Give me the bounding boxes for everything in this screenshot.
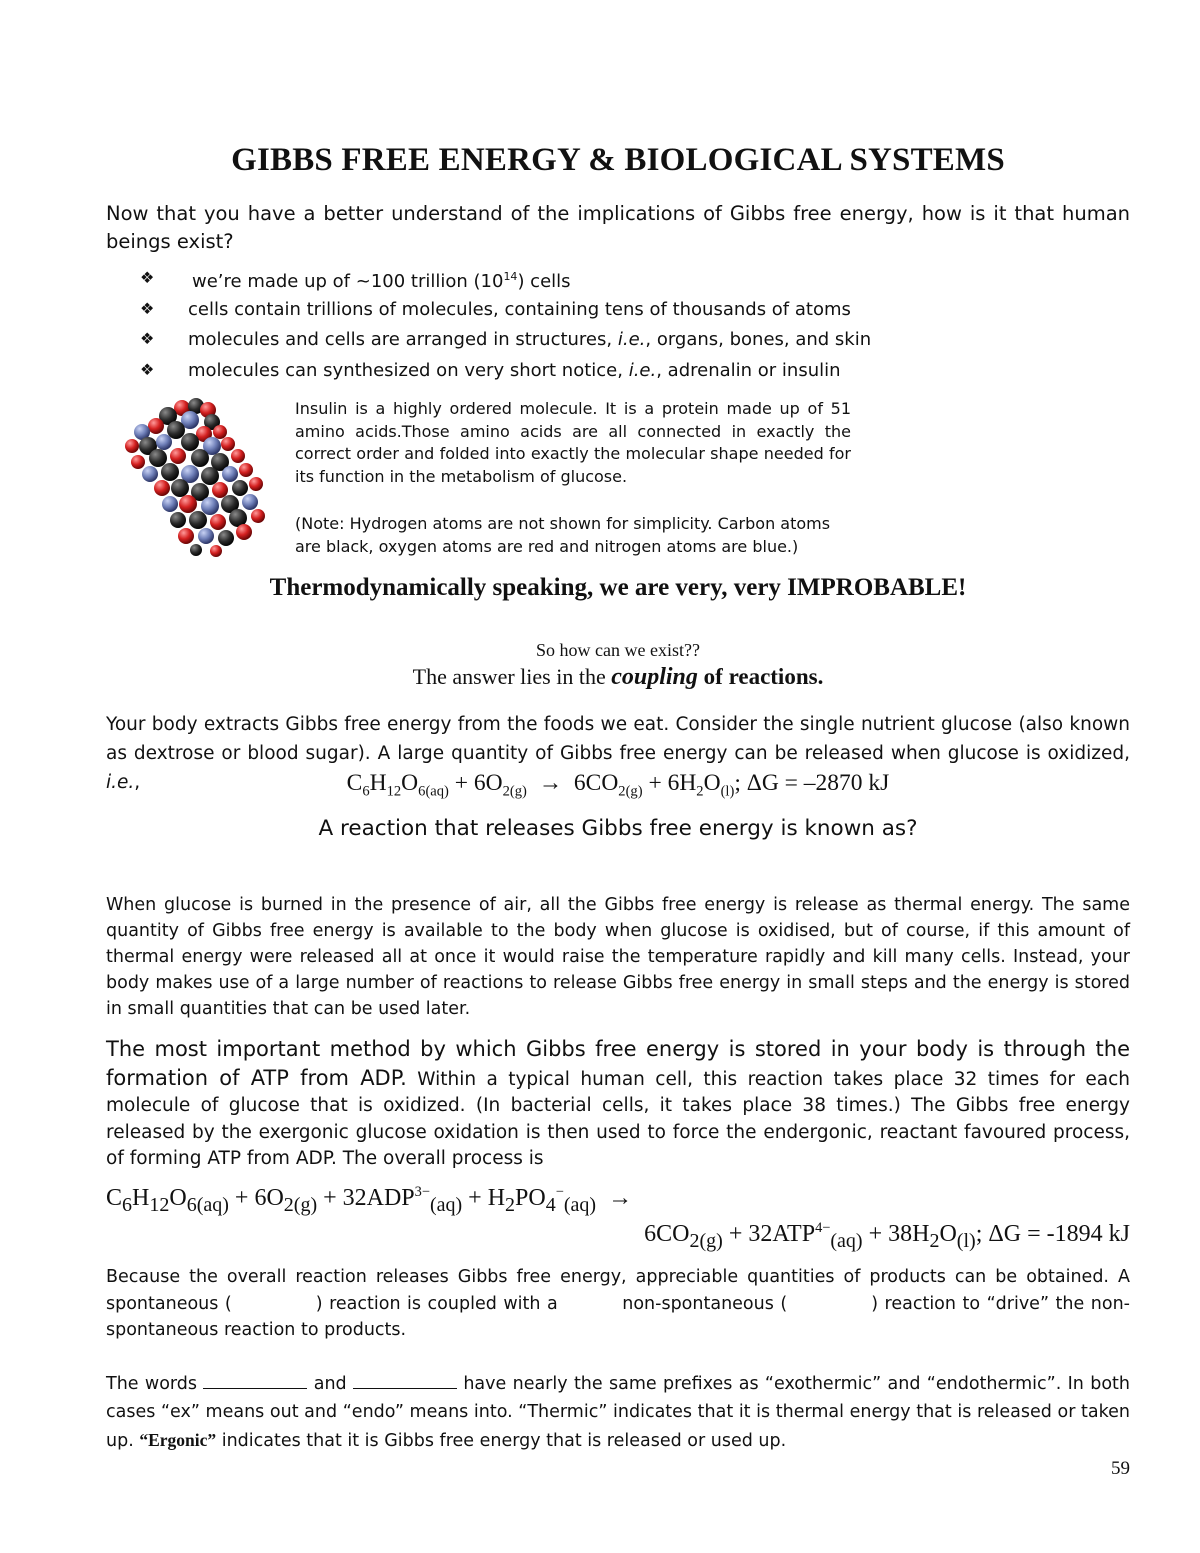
facts-list xyxy=(140,264,871,386)
coupled-equation-reactants: $C_6H_{12}O_{6(aq)} + 6O_{2(g)} + 32ADP^{3-}_{(aq)} + H_2PO_4^-_{(aq)}$ → xyxy=(106,1184,633,1216)
exist-question: So how can we exist?? xyxy=(536,640,700,660)
bullet-text: molecules can synthesized on very short notice, i.e., adrenalin or insulin xyxy=(188,359,841,381)
ergonic-paragraph: The words and have nearly the same prefixes as “exothermic” and “endothermic”. In both cases “ex” means out and “endo” means into. “Thermic” indicates that it is thermal energy that is released or taken up. “Ergonic” indicates that it is Gibbs free energy that is released or used up. xyxy=(106,1374,1130,1451)
coupling-paragraph: Because the overall reaction releases Gibbs free energy, appreciable quantities of products can be obtained. A spontaneous ( ) reaction is coupled with a non-spontaneous ( ) reaction to “drive” the non-spontaneous reaction to products. xyxy=(106,1267,1130,1340)
thermal-energy-paragraph: When glucose is burned in the presence of air, all the Gibbs free energy is release as thermal energy. The same quantity of Gibbs free energy is available to the body when glucose is oxidised, but of course, if this amount of thermal energy were released all at once it would raise the temperature rapidly and kill many cells. Instead, your body makes use of a large number of reactions to release Gibbs free energy in small steps and the energy is stored in small quantities that can be used later. xyxy=(106,895,1130,1019)
diamond-bullet-icon: ❖ xyxy=(140,331,155,349)
improbable-heading: Thermodynamically speaking, we are very, very IMPROBABLE! xyxy=(269,574,967,601)
coupled-equation-products: $6CO_{2(g)} + 32ATP^{4-}_{(aq)} + 38H_2O_{(l)}$; ΔG = -1894 kJ xyxy=(644,1220,1130,1252)
page-number: 59 xyxy=(1111,1458,1130,1479)
exergonic-question: A reaction that releases Gibbs free energy is known as? xyxy=(318,816,918,841)
list-item xyxy=(140,325,871,356)
diamond-bullet-icon: ❖ xyxy=(140,361,155,379)
fill-blank-2[interactable] xyxy=(353,1374,457,1389)
delta-g-value: ΔG = –2870 kJ xyxy=(746,770,890,796)
glucose-oxidation-equation: $C_6H_{12}O_{6(aq)} + 6O_{2(g)} \to 6CO_{2(g)} + 6H_2O_{(l)}$; ΔG = –2870 kJ xyxy=(346,770,890,800)
coupling-statement: The answer lies in the coupling of reactions. xyxy=(412,664,824,690)
insulin-description: Insulin is a highly ordered molecule. It is a protein made up of 51 amino acids.Those amino acids are all connected in exactly the correct order and folded into exactly the molecular shape needed for its function in the metabolism of glucose. xyxy=(295,399,851,486)
insulin-molecule-image xyxy=(120,396,272,558)
bullet-text: cells contain trillions of molecules, containing tens of thousands of atoms xyxy=(188,298,851,320)
atp-paragraph: The most important method by which Gibbs free energy is stored in your body is through the formation of ATP from ADP. Within a typical human cell, this reaction takes place 32 times for each molecule of glucose that is oxidized. (In bacterial cells, it takes place 38 times.) The Gibbs free energy released by the exergonic glucose oxidation is then used to force the endergonic, reactant favoured process, of forming ATP from ADP. The overall process is xyxy=(106,1037,1130,1169)
list-item xyxy=(140,295,871,326)
list-item xyxy=(140,264,871,295)
delta-g-value: ΔG = -1894 kJ xyxy=(988,1221,1130,1247)
atom-color-note: (Note: Hydrogen atoms are not shown for simplicity. Carbon atoms are black, oxygen atoms are red and nitrogen atoms are blue.) xyxy=(295,514,831,556)
glucose-paragraph: Your body extracts Gibbs free energy from the foods we eat. Consider the single nutrient glucose (also known as dextrose or blood sugar). A large quantity of Gibbs free energy can be released when glucose is oxidized, i.e., xyxy=(106,714,1130,793)
diamond-bullet-icon: ❖ xyxy=(140,270,155,288)
intro-paragraph: Now that you have a better understand of the implications of Gibbs free energy, how is it that human beings exist? xyxy=(106,202,1130,253)
diamond-bullet-icon: ❖ xyxy=(140,300,155,318)
page-title: GIBBS FREE ENERGY & BIOLOGICAL SYSTEMS xyxy=(231,142,1005,178)
fill-blank-1[interactable] xyxy=(203,1374,307,1389)
bullet-text: we’re made up of ~100 trillion $(10^{14})$ cells xyxy=(192,269,571,292)
bullet-text: molecules and cells are arranged in structures, i.e., organs, bones, and skin xyxy=(188,329,872,351)
list-item xyxy=(140,356,871,387)
